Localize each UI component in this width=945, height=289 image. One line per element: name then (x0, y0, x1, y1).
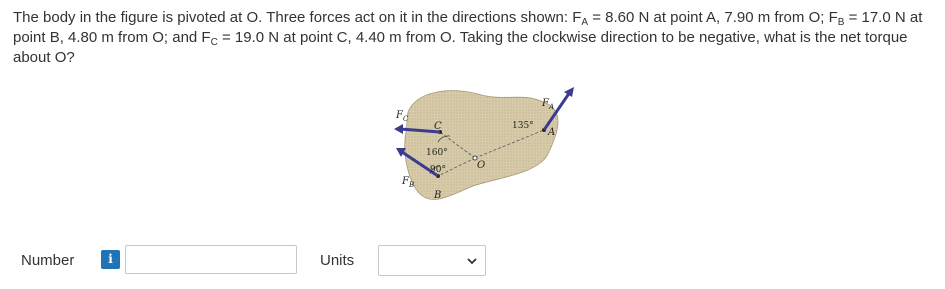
angle-135-label: 135° (512, 121, 534, 131)
label-fb: F (402, 176, 409, 187)
number-input[interactable] (125, 245, 297, 274)
label-a: A (548, 127, 556, 138)
info-icon[interactable]: i (101, 250, 120, 269)
label-fa: F (542, 98, 549, 109)
angle-160-label: 160° (426, 148, 448, 158)
chevron-down-icon (465, 254, 479, 268)
answer-row (0, 244, 945, 277)
physics-figure (378, 82, 600, 216)
angle-90-label: 90° (430, 165, 446, 175)
label-fc-sub: C (403, 115, 409, 123)
number-label: Number (21, 252, 75, 269)
rigid-body (405, 91, 558, 200)
label-o: O (477, 160, 486, 171)
label-b: B (434, 190, 442, 201)
label-fc: F (396, 110, 403, 121)
units-label: Units (320, 252, 355, 269)
label-c: C (434, 121, 442, 132)
label-fa-sub: A (549, 103, 555, 111)
pivoted-body-diagram (378, 82, 600, 216)
units-select[interactable] (378, 245, 486, 276)
question-text: The body in the figure is pivoted at O. Three forces act on it in the directions shown: $F_A = 8.60$ N at point A, 7.90 m from O; $F_B = 17.0$ N at point B, 4.80 m from O; and $F_C = 19.0$ N at point C, 4.40 m from O. Taking the clockwise direction to be negative, what is the net torque about O? (13, 9, 923, 66)
label-fb-sub: B (409, 181, 415, 189)
